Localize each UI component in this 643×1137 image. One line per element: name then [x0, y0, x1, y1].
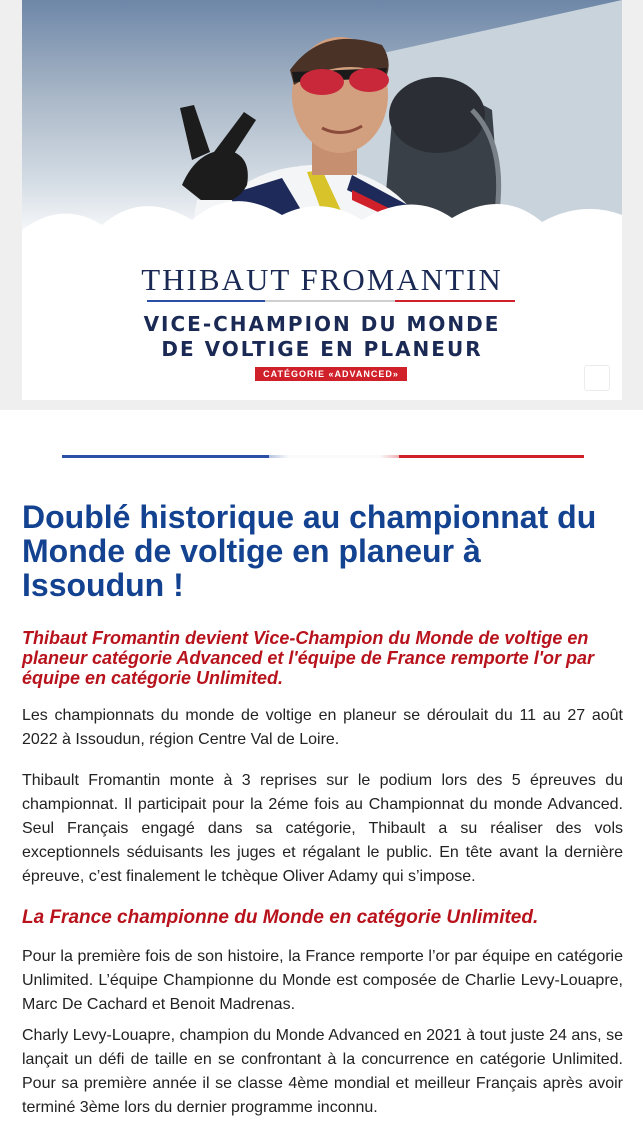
paragraph-4: Charly Levy-Louapre, champion du Monde Advanced en 2021 à tout juste 24 ans, se lançait un défi de taille en se confrontant à la concurrence en catégorie Unlimited. Pour sa première année il se classe 4ème mondial et meilleur Français après avoir terminé 3ème lors du dernier programme inconnu. [22, 1027, 623, 1116]
article-lead: Thibaut Fromantin devient Vice-Champion du Monde de voltige en planeur catégorie Advanced et l'équipe de France remporte l'or par équipe en catégorie Unlimited. [22, 628, 595, 688]
section-subtitle: La France championne du Monde en catégorie Unlimited. [22, 907, 539, 928]
article-title: Doublé historique au championnat du Monde de voltige en planeur à Issoudun ! [22, 499, 597, 603]
divider-white [269, 455, 399, 458]
tricolor-divider [62, 455, 584, 458]
divider-blue [62, 455, 269, 458]
banner-rule-blue [147, 300, 265, 302]
banner-rule-white [265, 300, 395, 302]
corner-mark [584, 365, 610, 391]
banner-rule-red [395, 300, 515, 302]
category-badge: CATÉGORIE «ADVANCED» [255, 367, 407, 381]
article-body [22, 500, 623, 1137]
divider-red [399, 455, 584, 458]
banner-pilot-name: THIBAUT FROMANTIN [141, 262, 503, 297]
hero-banner [22, 0, 622, 400]
banner-title-line-2: DE VOLTIGE EN PLANEUR [161, 337, 483, 361]
paragraph-3: Pour la première fois de son histoire, la France remporte l’or par équipe en catégorie Unlimited. L’équipe Championne du Monde est composée de Charlie Levy-Louapre, Marc De Cachard et Benoit Madrenas. [22, 948, 623, 1013]
paragraph-1: Les championnats du monde de voltige en planeur se déroulait du 11 au 27 août 2022 à Issoudun, région Centre Val de Loire. [22, 707, 623, 748]
paragraph-2: Thibault Fromantin monte à 3 reprises sur le podium lors des 5 épreuves du championnat. Il participait pour la 2éme fois au Championnat du monde Advanced. Seul Français engagé dans sa catégorie, Thibault a su réaliser des vols exceptionnels séduisants les juges et régalant le public. En tête avant la dernière épreuve, c’est finalement le tchèque Oliver Adamy qui s’impose. [22, 772, 623, 885]
banner-title-line-1: VICE-CHAMPION DU MONDE [143, 312, 501, 336]
